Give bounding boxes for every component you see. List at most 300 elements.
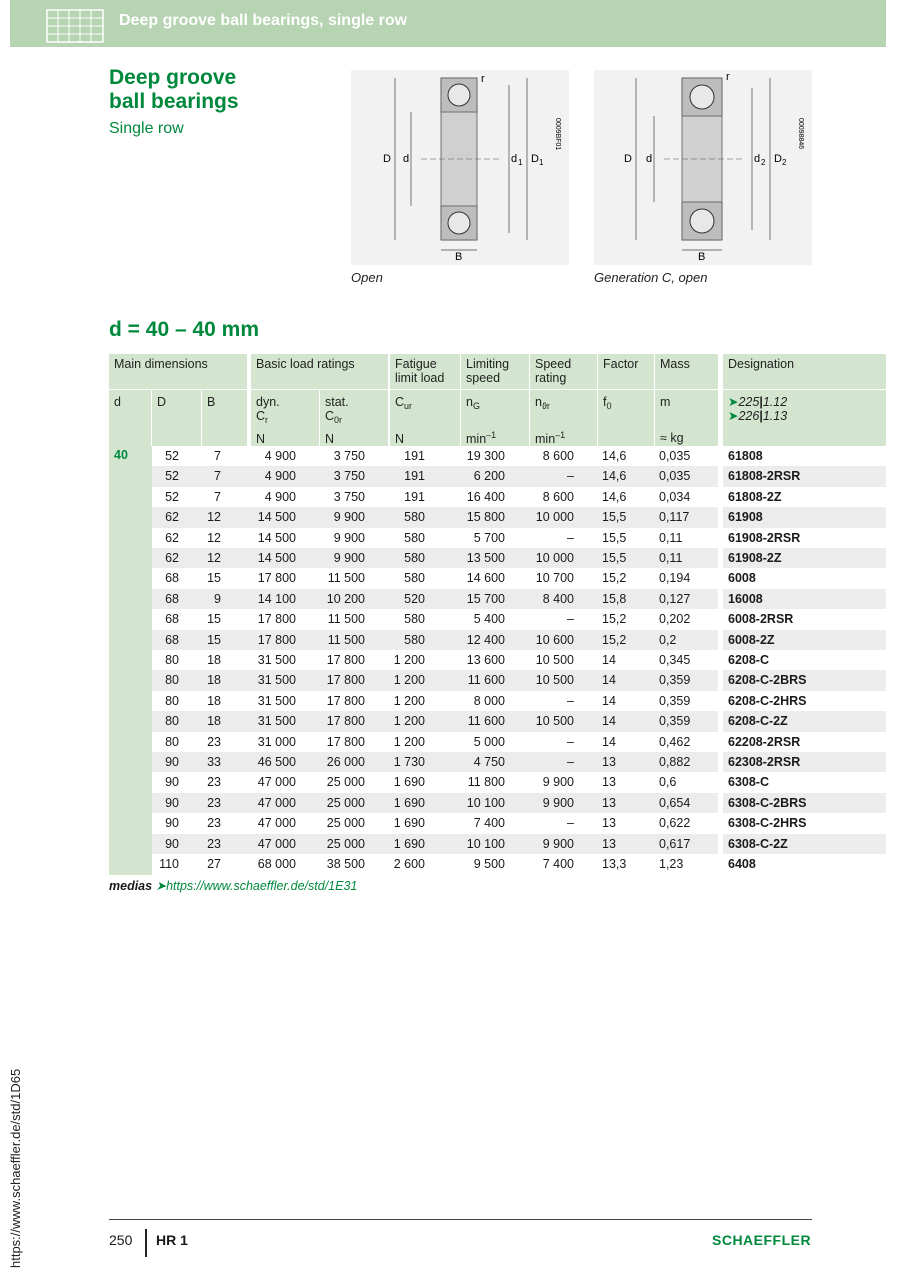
symbol-nthr-sub: ϑr [541, 401, 550, 411]
cell-Cr: 31 500 [257, 653, 296, 667]
cell-B: 7 [214, 489, 221, 504]
header-designation: Designation [723, 354, 886, 389]
cell-m: 0,6 [659, 775, 677, 790]
page-number: 250 [109, 1232, 133, 1248]
cell-Cur: 191 [404, 449, 425, 463]
cell-Cr: 47 000 [257, 775, 296, 790]
bearing-drawing-open [351, 70, 569, 265]
cell-nthr: – [567, 755, 574, 769]
cell-D: 80 [165, 693, 179, 708]
cell-nG: 5 400 [473, 612, 505, 627]
unit-C0r: N [325, 432, 335, 446]
cell-Cur: 1 690 [393, 775, 425, 790]
bearing-drawing-generation-c [594, 70, 812, 265]
header-main-dimensions: Main dimensions [109, 354, 247, 389]
cell-B: 7 [214, 469, 221, 484]
cell-m: 0,882 [659, 755, 691, 769]
cell-Cur: 1 200 [393, 734, 425, 749]
symbol-C0r [320, 390, 388, 446]
table-row [109, 732, 886, 752]
table-row [109, 507, 886, 527]
symbol-B: B [202, 390, 247, 446]
cell-D: 68 [165, 632, 179, 647]
symbol-d: d [109, 390, 151, 446]
cell-Cr: 31 500 [257, 693, 296, 708]
cell-des: 16008 [728, 591, 763, 606]
fig2-label-D2: D [774, 153, 782, 165]
cell-C0r: 25 000 [326, 795, 365, 810]
cell-D: 90 [165, 816, 179, 831]
cell-m: 0,359 [659, 693, 691, 708]
cell-nG: 5 000 [473, 734, 505, 749]
symbol-nG-sub: G [472, 401, 480, 411]
cell-B: 15 [207, 632, 221, 647]
cell-m: 1,23 [659, 857, 684, 871]
cell-D: 80 [165, 714, 179, 729]
cell-m: 0,202 [659, 612, 691, 627]
cell-Cr: 14 500 [257, 510, 296, 525]
cell-Cur: 580 [404, 571, 425, 586]
cell-D: 80 [165, 673, 179, 688]
symbol-m-letter: m [660, 395, 671, 409]
cell-nthr: 9 900 [542, 795, 574, 810]
cell-m: 0,359 [659, 673, 691, 688]
table-row [109, 711, 886, 731]
cell-nthr: 9 900 [542, 836, 574, 851]
cell-D: 90 [165, 795, 179, 810]
cell-Cr: 47 000 [257, 816, 296, 831]
table-row [109, 466, 886, 486]
cell-D: 90 [165, 775, 179, 790]
cell-Cur: 580 [404, 510, 425, 525]
d-value: 40 [114, 448, 128, 462]
table-row [109, 772, 886, 792]
cell-nG: 6 200 [473, 469, 505, 484]
cell-nG: 11 600 [467, 673, 505, 688]
fig1-label-r: r [481, 73, 485, 85]
table-row [109, 670, 886, 690]
cell-nG: 5 700 [473, 530, 505, 545]
table-row [109, 854, 886, 874]
cell-C0r: 3 750 [333, 449, 365, 463]
cell-Cr: 31 000 [257, 734, 296, 749]
header-speed-rating: Speed rating [530, 354, 597, 389]
cell-B: 23 [207, 734, 221, 749]
ref1-section[interactable]: 1.12 [762, 395, 788, 409]
cell-C0r: 17 800 [326, 714, 365, 729]
table-row [109, 650, 886, 670]
designation-refs: ➤225|1.12 ➤226|1.13 [723, 390, 886, 446]
symbol-D: D [152, 390, 201, 446]
cell-C0r: 25 000 [326, 775, 365, 790]
symbol-nG-letter: n [466, 395, 473, 409]
cell-Cr: 4 900 [264, 449, 296, 463]
cell-f0: 14 [602, 693, 616, 708]
header-fatigue-limit-load: Fatigue limit load [390, 354, 460, 389]
cell-nG: 13 500 [466, 551, 505, 565]
cell-D: 110 [159, 857, 179, 871]
cell-D: 62 [165, 530, 179, 545]
cell-Cur: 1 200 [393, 673, 425, 688]
cell-f0: 14,6 [602, 449, 627, 463]
cell-C0r: 3 750 [333, 469, 365, 484]
cell-nthr: – [567, 612, 574, 627]
cell-nthr: 8 600 [542, 489, 574, 504]
cell-m: 0,462 [659, 734, 691, 749]
cell-des: 6008 [728, 571, 756, 586]
cell-f0: 13 [602, 795, 616, 810]
table-row [109, 793, 886, 813]
figure-caption-generation-c: Generation C, open [594, 270, 708, 285]
cell-D: 90 [165, 755, 179, 769]
cell-B: 18 [207, 693, 221, 708]
cell-Cr: 31 500 [257, 673, 296, 688]
cell-Cr: 14 500 [257, 530, 296, 545]
table-header-groups [109, 354, 886, 389]
cell-f0: 15,5 [602, 510, 627, 525]
cell-des: 61908 [728, 510, 763, 525]
cell-B: 18 [207, 714, 221, 729]
cell-D: 68 [165, 612, 179, 627]
cell-Cur: 1 730 [393, 755, 425, 769]
fig1-label-d1-sub: 1 [518, 158, 523, 167]
table-row [109, 548, 886, 568]
cell-nG: 13 600 [466, 653, 505, 667]
cell-C0r: 10 200 [326, 591, 365, 606]
cell-C0r: 25 000 [326, 816, 365, 831]
cell-m: 0,617 [659, 836, 691, 851]
cell-m: 0,117 [659, 510, 690, 525]
table-row [109, 834, 886, 854]
symbol-Cur-sub: ur [404, 401, 413, 411]
cell-B: 7 [214, 449, 221, 463]
symbol-Cur-letter: C [395, 395, 405, 409]
cell-D: 52 [165, 489, 179, 504]
cell-B: 27 [207, 857, 221, 871]
cell-C0r: 11 500 [327, 632, 365, 647]
cell-f0: 14 [602, 714, 616, 729]
cell-D: 80 [165, 653, 179, 667]
header-basic-load-ratings: Basic load ratings [251, 354, 388, 389]
cell-Cur: 191 [404, 489, 425, 504]
cell-C0r: 38 500 [326, 857, 365, 871]
cell-nthr: – [567, 693, 574, 708]
cell-nG: 8 000 [473, 693, 505, 708]
fig2-label-d2: d [754, 153, 761, 165]
cell-Cr: 17 800 [257, 612, 296, 627]
cell-nthr: 10 500 [535, 673, 574, 688]
cell-Cr: 4 900 [264, 489, 296, 504]
fig2-label-d2-sub: 2 [761, 158, 766, 167]
table-row [109, 568, 886, 588]
ref2-page[interactable]: 226 [738, 409, 760, 423]
cell-des: 6308-C [728, 775, 769, 790]
cell-C0r: 17 800 [326, 693, 365, 708]
cell-des: 6008-2Z [728, 632, 775, 647]
cell-D: 80 [165, 734, 179, 749]
table-row [109, 589, 886, 609]
cell-nthr: 10 000 [535, 551, 574, 565]
cell-f0: 14 [602, 734, 616, 749]
medias-label: medias [109, 879, 153, 893]
cell-C0r: 17 800 [326, 653, 365, 667]
unit-mass: ≈ kg [660, 431, 684, 445]
cell-nG: 11 800 [467, 775, 505, 790]
cell-nG: 10 100 [466, 795, 505, 810]
cell-B: 12 [207, 510, 221, 525]
cell-des: 6408 [728, 857, 756, 871]
symbol-nG [461, 390, 529, 446]
cell-nG: 12 400 [466, 632, 505, 647]
table-row [109, 487, 886, 507]
cell-f0: 15,2 [602, 612, 627, 627]
symbol-stat: stat. [325, 395, 349, 409]
cell-D: 90 [165, 836, 179, 851]
cell-f0: 15,8 [602, 591, 627, 606]
cell-nG: 15 700 [466, 591, 505, 606]
ref1-arrow-icon: ➤ [728, 395, 739, 409]
cell-des: 6308-C-2HRS [728, 816, 807, 831]
cell-nthr: 8 400 [542, 591, 574, 606]
title-line-1: Deep groove [109, 66, 237, 89]
unit-nthr-sup: –1 [555, 430, 566, 440]
cell-D: 62 [165, 510, 179, 525]
cell-f0: 13 [602, 816, 616, 831]
cell-C0r: 9 900 [333, 551, 365, 565]
cell-Cur: 1 690 [393, 816, 425, 831]
document-code: HR 1 [156, 1232, 188, 1248]
cell-D: 62 [165, 551, 179, 565]
fig1-label-D1-sub: 1 [539, 158, 544, 167]
cell-m: 0,345 [659, 653, 691, 667]
cell-des: 6208-C [728, 653, 769, 667]
symbol-Cur [390, 390, 460, 446]
cell-Cur: 580 [404, 551, 425, 565]
brand-logo-text: SCHAEFFLER [712, 1232, 812, 1248]
cell-C0r: 26 000 [326, 755, 365, 769]
cell-nthr: 10 600 [535, 632, 574, 647]
cell-B: 18 [207, 653, 221, 667]
fig1-label-B: B [455, 251, 463, 263]
table-row [109, 528, 886, 548]
page-header-bar [10, 0, 886, 47]
cell-m: 0,035 [659, 469, 691, 484]
cell-nG: 15 800 [466, 510, 505, 525]
cell-Cur: 1 200 [393, 653, 425, 667]
unit-nG-sup: –1 [486, 430, 497, 440]
cell-Cr: 47 000 [257, 795, 296, 810]
cell-B: 18 [207, 673, 221, 688]
unit-Cur: N [395, 432, 405, 446]
table-row [109, 752, 886, 772]
cell-des: 61808-2RSR [728, 469, 801, 484]
cell-m: 0,034 [659, 489, 691, 504]
cell-B: 12 [207, 551, 221, 565]
cell-B: 12 [207, 530, 221, 545]
cell-nthr: 10 000 [535, 510, 574, 525]
cell-B: 23 [207, 795, 221, 810]
cell-Cr: 17 800 [257, 571, 296, 586]
title-line-2: ball bearings [109, 90, 239, 113]
fig1-label-d: d [403, 153, 410, 165]
table-row [109, 609, 886, 629]
cell-nthr: 10 700 [535, 571, 574, 586]
fig1-label-D: D [383, 153, 391, 165]
cell-nG: 10 100 [466, 836, 505, 851]
cell-D: 52 [165, 469, 179, 484]
side-url[interactable]: https://www.schaeffler.de/std/1D65 [8, 1068, 23, 1268]
cell-f0: 15,5 [602, 530, 627, 545]
figure-caption-open: Open [351, 270, 383, 285]
symbol-nthr-letter: n [535, 395, 542, 409]
table-row [109, 446, 886, 466]
cell-f0: 15,2 [602, 571, 627, 586]
table-row [109, 813, 886, 833]
unit-nthr: min [535, 432, 556, 446]
table-header-symbols [109, 390, 886, 446]
cell-f0: 13 [602, 836, 616, 851]
cell-nthr: – [567, 469, 574, 484]
cell-Cur: 191 [404, 469, 425, 484]
cell-m: 0,2 [659, 632, 677, 647]
cell-nG: 14 600 [466, 571, 505, 586]
cell-B: 23 [207, 836, 221, 851]
cell-Cr: 47 000 [257, 836, 296, 851]
cell-nG: 7 400 [473, 816, 505, 831]
cell-nG: 16 400 [466, 489, 505, 504]
cell-D: 68 [165, 571, 179, 586]
cell-f0: 13 [602, 775, 616, 790]
fig2-label-d: d [646, 153, 653, 165]
cell-D: 68 [165, 591, 179, 606]
cell-Cr: 14 500 [257, 551, 296, 565]
cell-Cr: 4 900 [264, 469, 296, 484]
fig1-code: 0009BF01 [554, 118, 561, 151]
symbol-m [655, 390, 718, 446]
cell-des: 6208-C-2HRS [728, 693, 807, 708]
cell-m: 0,127 [659, 591, 691, 606]
table-row [109, 691, 886, 711]
symbol-C0r-sub: 0r [334, 415, 343, 425]
cell-m: 0,622 [659, 816, 691, 831]
ref2-section[interactable]: 1.13 [762, 409, 788, 423]
unit-Cr: N [256, 432, 266, 446]
page-subtitle: Single row [109, 120, 184, 137]
symbol-f0 [598, 390, 654, 446]
cell-nG: 19 300 [466, 449, 505, 463]
cell-Cr: 17 800 [257, 632, 296, 647]
symbol-f0-letter: f [603, 395, 607, 409]
ref1-page[interactable]: 225 [738, 395, 760, 409]
cell-m: 0,035 [659, 449, 691, 463]
cell-D: 52 [165, 449, 179, 463]
cell-nG: 9 500 [473, 857, 505, 871]
symbol-nthr [530, 390, 597, 446]
cell-Cur: 580 [404, 612, 425, 627]
cell-des: 62308-2RSR [728, 755, 801, 769]
cell-m: 0,11 [659, 551, 683, 565]
cell-Cur: 1 690 [393, 795, 425, 810]
cell-C0r: 17 800 [326, 734, 365, 749]
cell-C0r: 9 900 [333, 530, 365, 545]
symbol-Cr-sub: r [265, 415, 269, 425]
cell-nthr: – [567, 816, 574, 831]
cell-f0: 13,3 [602, 857, 627, 871]
cell-C0r: 11 500 [327, 571, 365, 586]
cell-nthr: 7 400 [542, 857, 574, 871]
cell-m: 0,654 [659, 795, 691, 810]
header-limiting-speed: Limiting speed [461, 354, 529, 389]
cell-m: 0,194 [659, 571, 691, 586]
cell-C0r: 11 500 [327, 612, 365, 627]
cell-B: 9 [214, 591, 221, 606]
cell-C0r: 9 900 [333, 510, 365, 525]
cell-nthr: 9 900 [542, 775, 574, 790]
ref2-arrow-icon: ➤ [728, 409, 739, 423]
designation-gap [718, 354, 723, 875]
cell-f0: 14,6 [602, 469, 627, 484]
cell-des: 61808-2Z [728, 489, 782, 504]
cell-f0: 15,2 [602, 632, 627, 647]
cell-C0r: 3 750 [333, 489, 365, 504]
cell-B: 15 [207, 571, 221, 586]
arrow-icon: ➤ [155, 879, 167, 893]
fig1-label-d1: d [511, 153, 518, 165]
header-factor: Factor [598, 354, 654, 389]
cell-des: 62208-2RSR [728, 734, 801, 749]
symbol-C0r-letter: C [325, 409, 335, 423]
cell-Cur: 1 200 [393, 714, 425, 729]
section-title: d = 40 – 40 mm [109, 318, 260, 341]
symbol-f0-sub: 0 [606, 401, 612, 411]
cell-f0: 14 [602, 653, 616, 667]
cell-Cur: 1 690 [393, 836, 425, 851]
cell-Cur: 2 600 [393, 857, 425, 871]
cell-Cr: 14 100 [257, 591, 296, 606]
cell-B: 33 [207, 755, 221, 769]
cell-Cr: 68 000 [257, 857, 296, 871]
fig2-label-D: D [624, 153, 632, 165]
fig1-label-D1: D [531, 153, 539, 165]
medias-link[interactable]: https://www.schaeffler.de/std/1E31 [166, 879, 358, 893]
unit-nG: min [466, 432, 487, 446]
cell-des: 61908-2RSR [728, 530, 801, 545]
cell-des: 6308-C-2BRS [728, 795, 807, 810]
cell-m: 0,11 [659, 530, 683, 545]
cell-nG: 11 600 [467, 714, 505, 729]
cell-f0: 13 [602, 755, 616, 769]
cell-nthr: – [567, 734, 574, 749]
page-title [109, 66, 239, 114]
cell-nthr: 10 500 [535, 653, 574, 667]
cell-des: 6008-2RSR [728, 612, 794, 627]
medias-link-row [109, 878, 357, 893]
cell-f0: 15,5 [602, 551, 627, 565]
cell-Cr: 46 500 [257, 755, 296, 769]
fig2-label-r: r [726, 71, 730, 83]
cell-B: 15 [207, 612, 221, 627]
table-row [109, 630, 886, 650]
cell-des: 6208-C-2Z [728, 714, 788, 729]
cell-nthr: 10 500 [535, 714, 574, 729]
fig2-label-B: B [698, 251, 706, 263]
cell-nG: 4 750 [473, 755, 505, 769]
symbol-dyn: dyn. [256, 395, 280, 409]
cell-f0: 14,6 [602, 489, 627, 504]
cell-des: 6208-C-2BRS [728, 673, 807, 688]
cell-nthr: – [567, 530, 574, 545]
cell-nthr: 8 600 [542, 449, 574, 463]
